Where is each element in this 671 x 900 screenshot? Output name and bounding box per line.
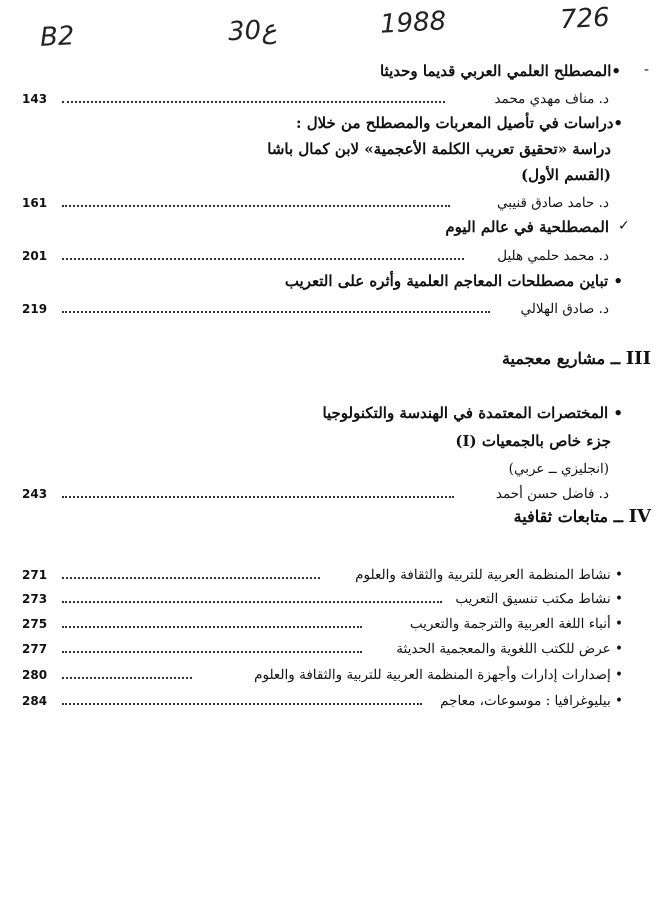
leader-dots [62,486,454,498]
list-item: • أنباء اللغة العربية والترجمة والتعريب [409,616,623,632]
handwritten-year: 1988 [379,6,447,40]
list-item: • بيليوغرافيا : موسوعات، معاجم [440,693,623,709]
leader-dots [62,301,490,313]
leader-dots [62,616,362,628]
entry-subtitle: دراسة «تحقيق تعريب الكلمة الأعجمية» لابن كمال باشا [267,140,611,158]
section-numeral: III [625,348,651,369]
list-item: • عرض للكتب اللغوية والمعجمية الحديثة [396,641,623,657]
entry-title: المصطلحية في عالم اليوم [445,218,609,236]
page-number: 284 [22,694,48,708]
entry-language: (انجليزي ــ عربي) [508,461,609,477]
section-heading [502,348,651,370]
leader-dots [62,591,442,603]
entry-author: د. فاضل حسن أحمد [495,486,609,502]
entry-author: د. حامد صادق قنيبي [497,195,609,211]
handwritten-tick-icon: ✓ [618,218,630,234]
leader-dots [62,91,445,103]
page-number: 275 [22,617,48,631]
page-number: 243 [22,487,48,501]
leader-dots [62,567,320,579]
page-number: 271 [22,568,48,582]
list-item: • إصدارات إدارات وأجهزة المنظمة العربية للتربية والثقافة والعلوم [254,667,623,683]
page-number: 219 [22,302,48,316]
leader-dots [62,248,464,260]
page-number: 280 [22,668,48,682]
page-number: 161 [22,196,48,210]
entry-author: د. مناف مهدي محمد [494,91,609,107]
page-number: 277 [22,642,48,656]
entry-author: د. محمد حلمي هليل [497,248,609,264]
page-number: 201 [22,249,48,263]
dash-mark: - [644,62,650,78]
entry-title: • المختصرات المعتمدة في الهندسة والتكنولوجيا [322,404,623,422]
entry-author: د. صادق الهلالي [520,301,609,317]
list-item: • نشاط المنظمة العربية للتربية والثقافة والعلوم [355,567,623,583]
leader-dots [62,667,192,679]
section-title: ــ مشاريع معجمية [501,349,621,368]
handwritten-code: B2 [39,21,76,53]
page-number: 143 [22,92,48,106]
page-number: 273 [22,592,48,606]
entry-part: (القسم الأول) [521,166,611,184]
entry-title: •دراسات في تأصيل المعربات والمصطلح من خلال : [295,114,623,132]
list-item: • نشاط مكتب تنسيق التعريب [455,591,623,607]
entry-title: • تباين مصطلحات المعاجم العلمية وأثره على التعريب [284,272,623,290]
handwritten-ref: 726 [559,2,611,36]
leader-dots [62,641,362,653]
entry-title: •المصطلح العلمي العربي قديما وحديثا [379,62,621,80]
handwritten-issue: 30ع [227,14,278,48]
section-numeral: IV [628,506,651,527]
leader-dots [62,195,450,207]
leader-dots [62,693,422,705]
entry-subtitle: جزء خاص بالجمعيات (I) [455,432,611,450]
section-heading [514,506,651,528]
section-title: ــ متابعات ثقافية [513,507,624,526]
